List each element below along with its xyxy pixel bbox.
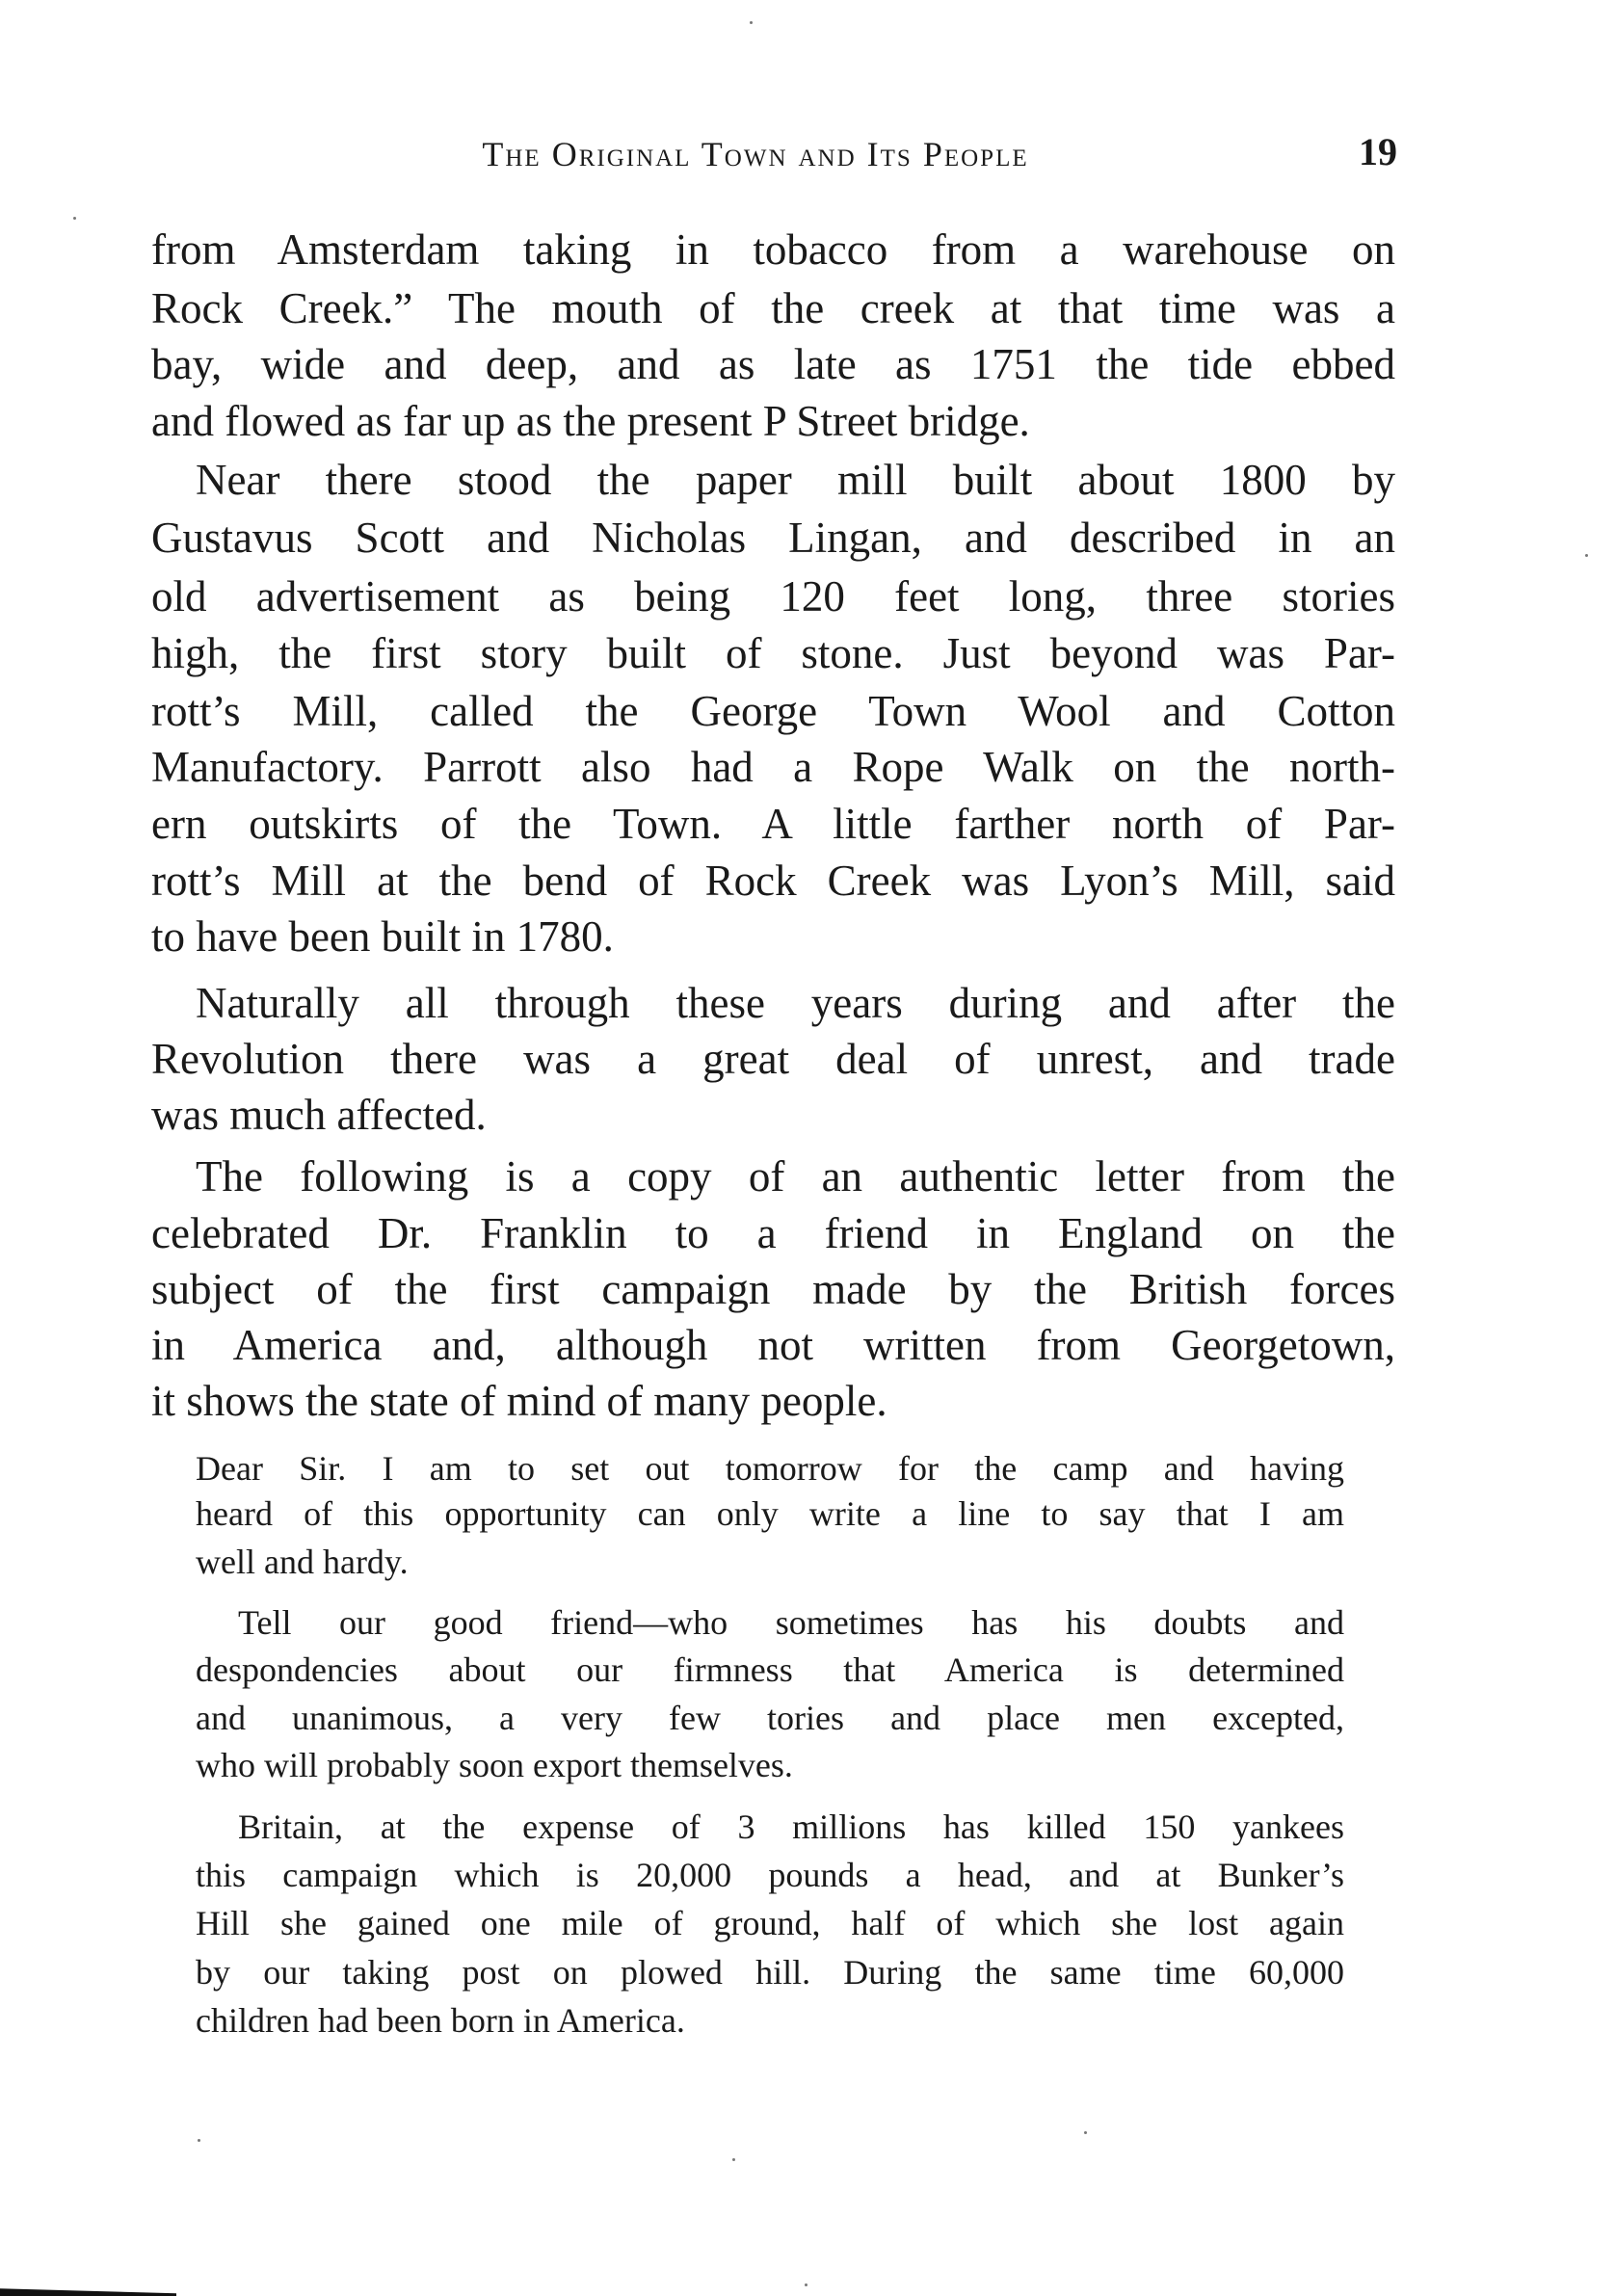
text-line: in America and, although not written from Georgetown,: [151, 1321, 1395, 1369]
text-line: high, the first story built of stone. Just beyond was Par-: [151, 629, 1395, 677]
scan-edge-mark: [0, 2285, 176, 2296]
text-line: it shows the state of mind of many people.: [151, 1377, 887, 1425]
text-line: Manufactory. Parrott also had a Rope Walk on the north-: [151, 743, 1395, 791]
text-line: to have been built in 1780.: [151, 912, 614, 961]
text-line: Naturally all through these years during and after the: [196, 979, 1395, 1027]
text-line: from Amsterdam taking in tobacco from a warehouse on: [151, 225, 1395, 274]
letter-line: despondencies about our firmness that America is determined: [196, 1650, 1344, 1689]
letter-line: children had been born in America.: [196, 2001, 685, 2040]
letter-line: heard of this opportunity can only write a line to say that I am: [196, 1494, 1344, 1533]
page-number: 19: [1359, 130, 1397, 173]
letter-line: well and hardy.: [196, 1543, 409, 1581]
text-line: was much affected.: [151, 1091, 487, 1139]
text-line: rott’s Mill, called the George Town Wool and Cotton: [151, 687, 1395, 735]
scan-speck: [750, 21, 753, 24]
text-line: old advertisement as being 120 feet long, three stories: [151, 572, 1395, 620]
letter-line: this campaign which is 20,000 pounds a head, and at Bunker’s: [196, 1856, 1344, 1894]
letter-line: Tell our good friend—who sometimes has his doubts and: [238, 1603, 1344, 1642]
scan-speck: [1084, 2131, 1087, 2134]
text-line: Rock Creek.” The mouth of the creek at that time was a: [151, 284, 1395, 332]
letter-line: by our taking post on plowed hill. During the same time 60,000: [196, 1953, 1344, 1992]
text-line: subject of the first campaign made by the British forces: [151, 1265, 1395, 1313]
scan-speck: [73, 217, 76, 220]
text-line: bay, wide and deep, and as late as 1751 the tide ebbed: [151, 340, 1395, 388]
scan-speck: [732, 2158, 735, 2161]
text-line: and flowed as far up as the present P Street bridge.: [151, 397, 1030, 445]
text-line: Near there stood the paper mill built about 1800 by: [196, 456, 1395, 504]
text-line: rott’s Mill at the bend of Rock Creek was Lyon’s Mill, said: [151, 857, 1395, 905]
text-line: Gustavus Scott and Nicholas Lingan, and described in an: [151, 514, 1395, 562]
text-line: ern outskirts of the Town. A little farther north of Par-: [151, 800, 1395, 848]
letter-line: Britain, at the expense of 3 millions has killed 150 yankees: [238, 1808, 1344, 1846]
scan-speck: [805, 2283, 808, 2286]
scan-speck: [198, 2139, 200, 2142]
letter-line: and unanimous, a very few tories and place men excepted,: [196, 1699, 1344, 1737]
letter-line: who will probably soon export themselves.: [196, 1746, 793, 1784]
scan-speck: [1585, 554, 1588, 557]
letter-line: Dear Sir. I am to set out tomorrow for the camp and having: [196, 1449, 1344, 1488]
running-header: The Original Town and Its People: [482, 135, 1029, 173]
text-line: celebrated Dr. Franklin to a friend in England on the: [151, 1209, 1395, 1257]
text-line: Revolution there was a great deal of unrest, and trade: [151, 1035, 1395, 1083]
letter-line: Hill she gained one mile of ground, half of which she lost again: [196, 1904, 1344, 1942]
text-line: The following is a copy of an authentic letter from the: [196, 1152, 1395, 1201]
